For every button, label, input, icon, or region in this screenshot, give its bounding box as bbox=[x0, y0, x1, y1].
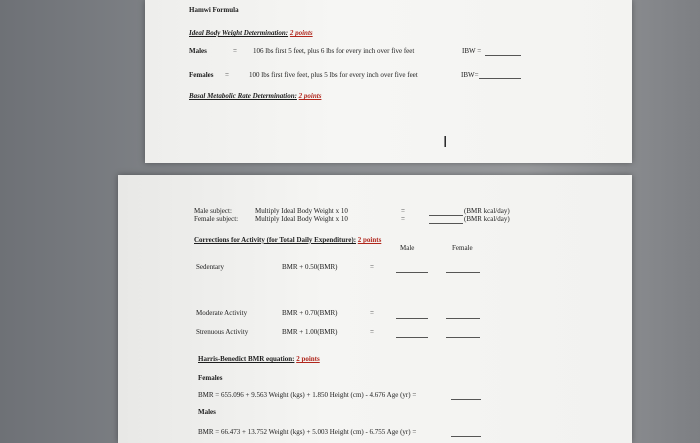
hb-males-label: Males bbox=[198, 408, 216, 416]
activity-equals-moderate: = bbox=[370, 309, 374, 317]
ideal-weight-heading: Ideal Body Weight Determination: 2 points bbox=[189, 29, 313, 37]
males-label: Males bbox=[189, 47, 207, 55]
worksheet-page-top bbox=[145, 0, 632, 163]
female-equals: = bbox=[401, 215, 405, 223]
text-cursor-icon: I bbox=[443, 133, 448, 151]
female-bmr-answer-line[interactable] bbox=[429, 223, 463, 224]
corrections-points: 2 points bbox=[357, 236, 382, 244]
male-unit: (BMR kcal/day) bbox=[464, 207, 510, 215]
males-equals: = bbox=[233, 47, 237, 55]
activity-equals-sedentary: = bbox=[370, 263, 374, 271]
females-label: Females bbox=[189, 71, 214, 79]
harris-benedict-heading: Harris-Benedict BMR equation: 2 points bbox=[198, 355, 320, 363]
activity-formula-strenuous: BMR + 1.00(BMR) bbox=[282, 328, 338, 336]
page-title: Hamwi Formula bbox=[189, 6, 239, 14]
harris-benedict-points: 2 points bbox=[296, 355, 320, 363]
hb-females-label: Females bbox=[198, 374, 223, 382]
activity-equals-strenuous: = bbox=[370, 328, 374, 336]
sedentary-female-answer-line[interactable] bbox=[446, 272, 480, 273]
males-rule: 106 lbs first 5 feet, plus 6 lbs for every inch over five feet bbox=[253, 47, 415, 55]
male-subject-label: Male subject: bbox=[194, 207, 232, 215]
col-male-header: Male bbox=[400, 244, 415, 252]
worksheet-page-bottom bbox=[118, 175, 632, 443]
activity-label-strenuous: Strenuous Activity bbox=[196, 328, 249, 336]
activity-label-sedentary: Sedentary bbox=[196, 263, 224, 271]
females-ibw-label: IBW= bbox=[461, 71, 479, 79]
female-unit: (BMR kcal/day) bbox=[464, 215, 510, 223]
moderate-male-answer-line[interactable] bbox=[396, 318, 428, 319]
hb-males-formula: BMR = 66.473 + 13.752 Weight (kgs) + 5.003 Height (cm) - 6.755 Age (yr) = bbox=[198, 428, 417, 436]
strenuous-female-answer-line[interactable] bbox=[446, 337, 480, 338]
sedentary-male-answer-line[interactable] bbox=[396, 272, 428, 273]
bmr-heading: Basal Metabolic Rate Determination: 2 points bbox=[189, 92, 322, 100]
male-bmr-answer-line[interactable] bbox=[429, 215, 463, 216]
moderate-female-answer-line[interactable] bbox=[446, 318, 480, 319]
female-subject-formula: Multiply Ideal Body Weight x 10 bbox=[255, 215, 348, 223]
corrections-heading: Corrections for Activity (for Total Daily Expenditure): 2 points bbox=[194, 236, 382, 244]
strenuous-male-answer-line[interactable] bbox=[396, 337, 428, 338]
female-subject-label: Female subject: bbox=[194, 215, 239, 223]
females-equals: = bbox=[225, 71, 229, 79]
males-ibw-answer-line[interactable] bbox=[485, 55, 521, 56]
males-ibw-label: IBW = bbox=[462, 47, 482, 55]
hb-females-answer-line[interactable] bbox=[451, 399, 481, 400]
activity-formula-sedentary: BMR + 0.50(BMR) bbox=[282, 263, 338, 271]
male-equals: = bbox=[401, 207, 405, 215]
col-female-header: Female bbox=[452, 244, 473, 252]
ideal-weight-points: 2 points bbox=[289, 29, 313, 37]
hb-females-formula: BMR = 655.096 + 9.563 Weight (kgs) + 1.850 Height (cm) - 4.676 Age (yr) = bbox=[198, 391, 417, 399]
activity-formula-moderate: BMR + 0.70(BMR) bbox=[282, 309, 338, 317]
male-subject-formula: Multiply Ideal Body Weight x 10 bbox=[255, 207, 348, 215]
females-rule: 100 lbs first five feet, plus 5 lbs for every inch over five feet bbox=[249, 71, 418, 79]
bmr-points: 2 points bbox=[298, 92, 322, 100]
females-ibw-answer-line[interactable] bbox=[479, 78, 521, 79]
hb-males-answer-line[interactable] bbox=[451, 436, 481, 437]
activity-label-moderate: Moderate Activity bbox=[196, 309, 248, 317]
